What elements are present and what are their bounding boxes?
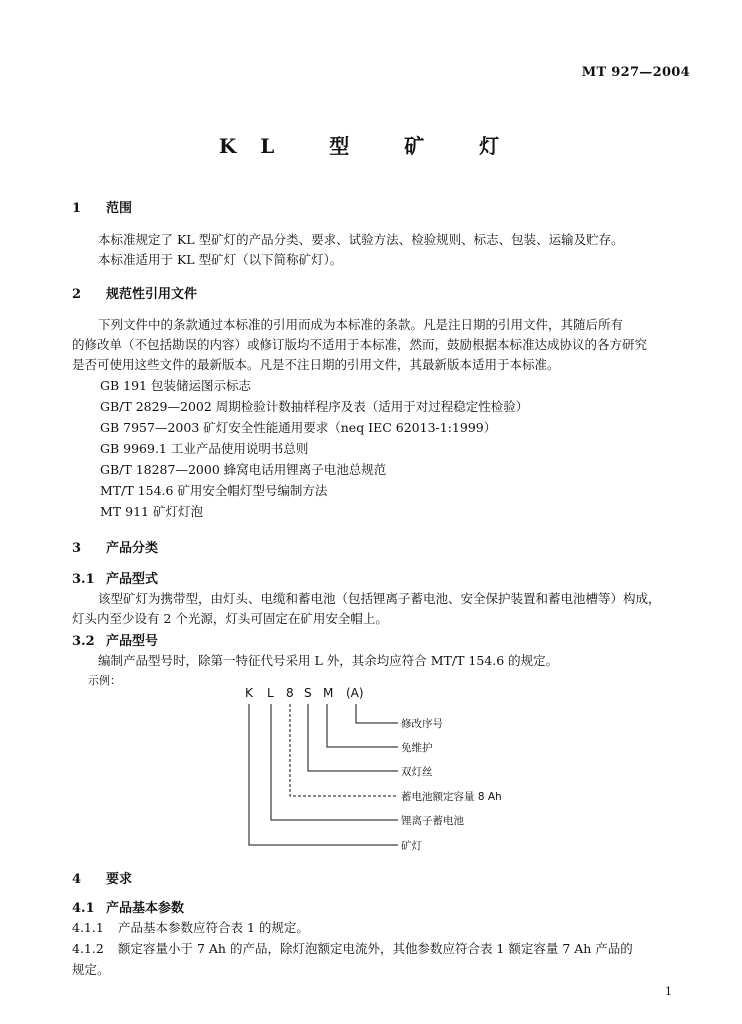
example-label: 示例： bbox=[88, 674, 121, 687]
clause-number: 4.1.2 bbox=[72, 941, 104, 956]
subsection-title: 产品型式 bbox=[106, 572, 159, 587]
reference-item: GB 7957—2003 矿灯安全性能通用要求（neq IEC 62013-1:1999） bbox=[100, 420, 497, 435]
reference-item: GB/T 18287—2000 蜂窝电话用锂离子电池总规范 bbox=[100, 462, 387, 477]
paragraph: 本标准适用于 KL 型矿灯（以下简称矿灯）。 bbox=[98, 252, 343, 267]
clause-text: 额定容量小于 7 Ah 的产品，除灯泡额定电流外，其他参数应符合表 1 额定容量 7 Ah 产品的 bbox=[118, 941, 633, 956]
standard-number: MT 927—2004 bbox=[581, 65, 690, 80]
paragraph-line: 下列文件中的条款通过本标准的引用而成为本标准的条款。凡是注日期的引用文件，其随后所有 bbox=[98, 317, 624, 332]
code-letter: (A) bbox=[346, 686, 364, 700]
section-number: 1 bbox=[72, 201, 82, 216]
leader-line bbox=[308, 704, 398, 771]
paragraph: 本标准规定了 KL 型矿灯的产品分类、要求、试验方法、检验规则、标志、包装、运输及贮存。 bbox=[98, 232, 624, 247]
subsection-4-1-heading bbox=[72, 897, 184, 916]
paragraph-line: 的修改单（不包括勘误的内容）或修订版均不适用于本标准，然而，鼓励根据本标准达成协议的各方研究 bbox=[72, 337, 648, 352]
section-title: 规范性引用文件 bbox=[106, 287, 198, 302]
code-letter: K bbox=[245, 686, 253, 700]
subsection-number: 3.2 bbox=[72, 634, 95, 649]
reference-item: GB/T 2829—2002 周期检验计数抽样程序及表（适用于对过程稳定性检验） bbox=[100, 399, 529, 414]
code-label: 矿灯 bbox=[401, 840, 422, 852]
code-label: 蓄电池额定容量 8 Ah bbox=[401, 791, 502, 803]
page-number: 1 bbox=[665, 985, 672, 998]
paragraph-line: 规定。 bbox=[72, 962, 110, 977]
subsection-number: 3.1 bbox=[72, 572, 95, 587]
section-title: 产品分类 bbox=[106, 541, 159, 556]
reference-item: GB 9969.1 工业产品使用说明书总则 bbox=[100, 441, 309, 456]
subsection-number: 4.1 bbox=[72, 901, 95, 916]
paragraph-line: 灯头内至少设有 2 个光源，灯头可固定在矿用安全帽上。 bbox=[72, 611, 388, 626]
document-title: KL 型 矿 灯 bbox=[218, 134, 524, 158]
leader-line bbox=[290, 704, 398, 796]
code-label: 修改序号 bbox=[401, 718, 443, 730]
code-letter: L bbox=[267, 686, 274, 700]
clause-number: 4.1.1 bbox=[72, 920, 104, 935]
code-label: 锂离子蓄电池 bbox=[401, 815, 464, 827]
code-letter: 8 bbox=[286, 686, 294, 700]
reference-item: MT/T 154.6 矿用安全帽灯型号编制方法 bbox=[100, 483, 328, 498]
code-label: 双灯丝 bbox=[401, 766, 433, 778]
section-number: 4 bbox=[72, 872, 82, 887]
section-4-heading bbox=[72, 868, 132, 887]
leader-line bbox=[327, 704, 398, 747]
clause-text: 产品基本参数应符合表 1 的规定。 bbox=[118, 920, 309, 935]
subsection-title: 产品基本参数 bbox=[106, 901, 185, 916]
code-label: 免维护 bbox=[401, 742, 433, 754]
leader-line bbox=[356, 704, 398, 723]
reference-item: GB 191 包装储运图示标志 bbox=[100, 378, 251, 393]
clause-4-1-2 bbox=[72, 939, 633, 957]
reference-item: MT 911 矿灯灯泡 bbox=[100, 504, 203, 519]
code-letter: S bbox=[304, 686, 312, 700]
paragraph-line: 是否可使用这些文件的最新版本。凡是不注日期的引用文件，其最新版本适用于本标准。 bbox=[72, 357, 560, 372]
paragraph-line: 编制产品型号时，除第一特征代号采用 L 外，其余均应符合 MT/T 154.6 的规定。 bbox=[98, 653, 559, 668]
section-number: 3 bbox=[72, 541, 82, 556]
subsection-title: 产品型号 bbox=[106, 634, 159, 649]
clause-4-1-1 bbox=[72, 918, 309, 936]
code-letter: M bbox=[323, 686, 334, 700]
section-title: 范围 bbox=[106, 201, 133, 216]
section-number: 2 bbox=[72, 287, 82, 302]
section-title: 要求 bbox=[106, 872, 133, 887]
paragraph-line: 该型矿灯为携带型，由灯头、电缆和蓄电池（包括锂离子蓄电池、安全保护装置和蓄电池槽等）构成， bbox=[98, 591, 661, 606]
